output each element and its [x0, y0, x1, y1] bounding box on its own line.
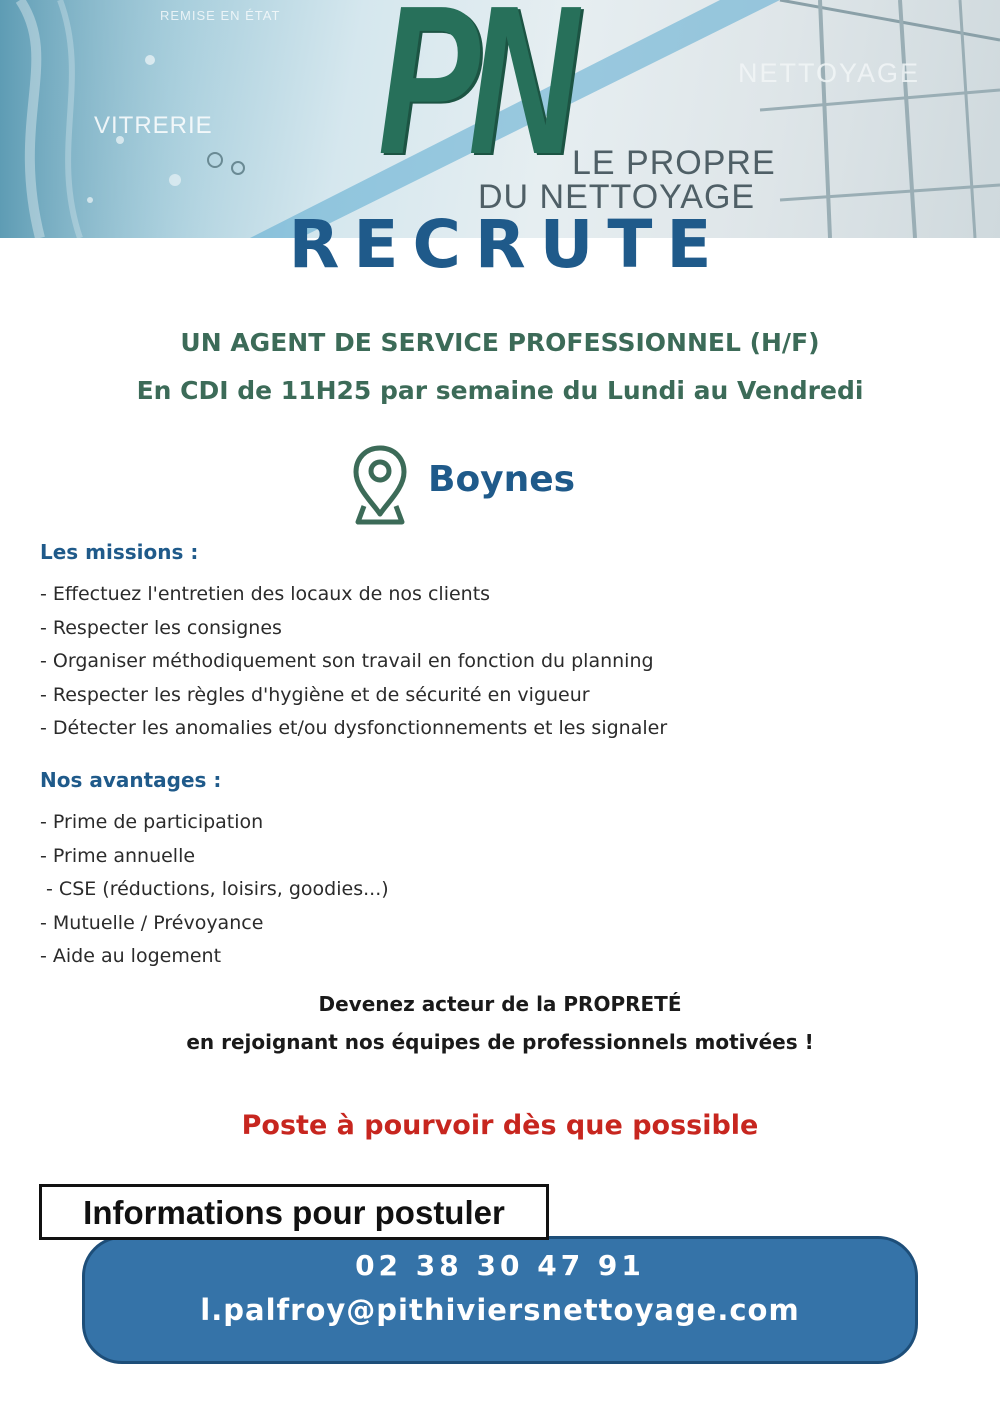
- apply-info-label: Informations pour postuler: [39, 1184, 549, 1240]
- list-item: - Détecter les anomalies et/ou dysfonctionnements et les signaler: [40, 717, 668, 739]
- banner-word-nettoyage: NETTOYAGE: [738, 58, 921, 88]
- company-logo: PN: [378, 0, 568, 198]
- list-item: - Organiser méthodiquement son travail en fonction du planning: [40, 650, 654, 672]
- avantages-heading: Nos avantages :: [40, 768, 222, 792]
- availability-notice: Poste à pourvoir dès que possible: [241, 1110, 759, 1141]
- avantages-list: [40, 806, 389, 974]
- list-item: - CSE (réductions, loisirs, goodies...): [40, 878, 389, 900]
- list-item: - Mutuelle / Prévoyance: [40, 911, 264, 934]
- list-item: - Effectuez l'entretien des locaux de nos clients: [40, 583, 491, 605]
- list-item: - Prime annuelle: [40, 844, 196, 867]
- contact-phone[interactable]: 02 38 30 47 91: [355, 1249, 645, 1282]
- contact-email[interactable]: l.palfroy@pithiviersnettoyage.com: [200, 1293, 800, 1327]
- list-item: - Respecter les règles d'hygiène et de sécurité en vigueur: [40, 683, 590, 706]
- header-banner: [0, 0, 1000, 238]
- cta-line-1: Devenez acteur de la PROPRETÉ: [318, 992, 682, 1016]
- missions-heading: Les missions :: [40, 540, 199, 564]
- job-location-city: Boynes: [428, 459, 576, 500]
- job-title: UN AGENT DE SERVICE PROFESSIONNEL (H/F): [180, 328, 820, 357]
- logo-tagline-line1: LE PROPRE: [572, 144, 776, 182]
- banner-word-vitrerie: VITRERIE: [94, 112, 213, 139]
- logo-tagline-line2: DU NETTOYAGE: [478, 178, 756, 216]
- job-contract-info: En CDI de 11H25 par semaine du Lundi au Vendredi: [136, 376, 864, 405]
- missions-list: [40, 578, 667, 746]
- cta-line-2: en rejoignant nos équipes de professionnels motivées !: [186, 1030, 814, 1054]
- list-item: - Respecter les consignes: [40, 616, 282, 639]
- headline-recrute: RECRUTE: [288, 206, 726, 283]
- banner-word-remise: REMISE EN ÉTAT: [160, 8, 281, 23]
- location-pin-icon: [352, 444, 408, 526]
- list-item: - Prime de participation: [40, 811, 264, 833]
- list-item: - Aide au logement: [40, 945, 222, 967]
